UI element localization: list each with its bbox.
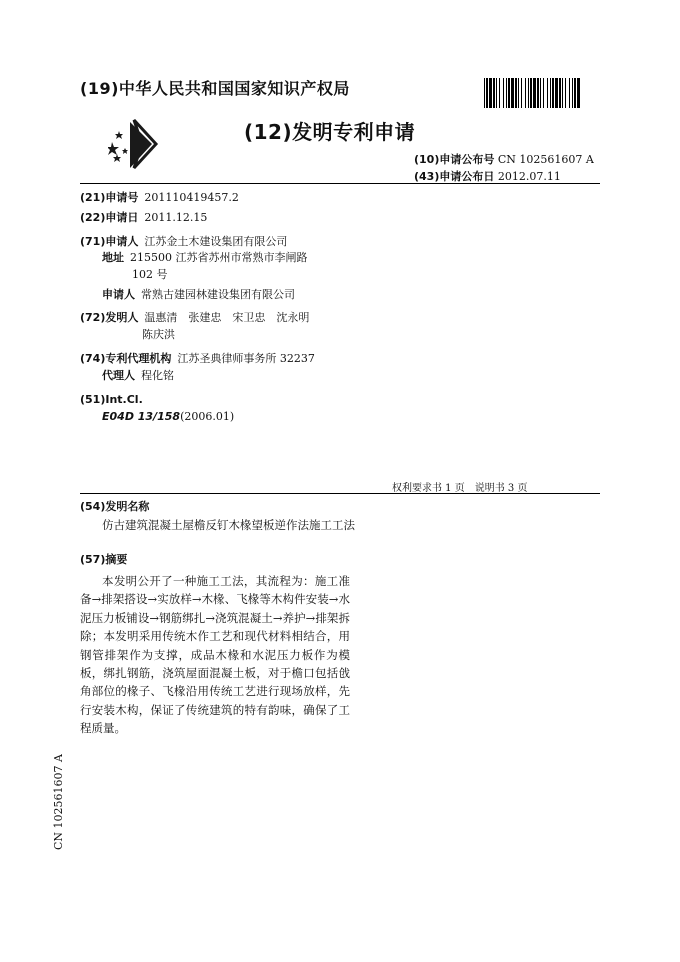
abstract-heading — [80, 553, 127, 567]
barcode-bar — [489, 78, 492, 108]
barcode-bar — [503, 78, 504, 108]
barcode-bar — [569, 78, 570, 108]
barcode-bar — [577, 78, 580, 108]
barcode-bar — [565, 78, 566, 108]
filing-date-label: (22)申请日 — [80, 211, 139, 224]
agency-name: 江苏圣典律师事务所 32237 — [177, 352, 315, 365]
page-counts: 权利要求书 1 页 说明书 3 页 — [392, 483, 528, 494]
barcode-bar — [533, 78, 536, 108]
header-divider — [80, 183, 600, 184]
filing-date: 2011.12.15 — [144, 211, 208, 224]
barcode-bar — [508, 78, 510, 108]
barcode-bar — [496, 78, 497, 108]
address-field — [102, 251, 308, 265]
barcode-bar — [528, 78, 529, 108]
barcode-bar — [486, 78, 488, 108]
agency-label: (74)专利代理机构 — [80, 352, 172, 365]
barcode-bar — [499, 78, 500, 108]
barcode-bar — [521, 78, 522, 108]
inventors-line-1: 温惠清 张建忠 宋卫忠 沈永明 — [144, 311, 310, 324]
second-applicant-label: 申请人 — [102, 288, 135, 301]
office-title: (19)中华人民共和国国家知识产权局 — [80, 79, 350, 98]
document-type: (12)发明专利申请 — [244, 120, 416, 144]
barcode-bar — [511, 78, 514, 108]
agency-field — [80, 352, 315, 366]
inventors-line-2: 陈庆洪 — [142, 328, 175, 341]
barcode-bar — [550, 78, 551, 108]
intcl-field — [80, 393, 143, 407]
barcode-bar — [530, 78, 532, 108]
barcode-bar — [525, 78, 526, 108]
barcode-icon — [484, 78, 580, 108]
publication-number-label: (10)申请公布号 — [414, 153, 495, 166]
barcode-bar — [543, 78, 544, 108]
abstract-body: 本发明公开了一种施工工法，其流程为：施工准备→排架搭设→实放样→木椽、飞椽等木构件安装→水泥压力板铺设→钢筋绑扎→浇筑混凝土→养护→排架拆除；本发明采用传统木作工艺和现代材料相结合，用钢管排架作为支撑，成品木椽和水泥压力板作为模板，绑扎钢筋，浇筑屋面混凝土板，对于檐口包括戗角部位的椽子、飞椽沿用传统工艺进行现场放样，先行安装木构，保证了传统建筑的特有韵味，确保了工程质量。 — [80, 574, 350, 736]
applicant-label: (71)申请人 — [80, 235, 139, 248]
side-publication-number: CN 102561607 A — [52, 754, 65, 850]
applicant-name: 江苏金土木建设集团有限公司 — [144, 235, 288, 248]
publication-number: CN 102561607 A — [497, 153, 594, 166]
barcode-bar — [493, 78, 495, 108]
barcode-bar — [484, 78, 485, 108]
invention-title-heading — [80, 500, 149, 514]
application-number: 201110419457.2 — [144, 191, 239, 204]
barcode-bar — [547, 78, 548, 108]
applicant-field — [80, 235, 287, 249]
address-label: 地址 — [102, 251, 124, 264]
ipc-code: E04D 13/158 — [102, 410, 181, 423]
abstract-label: (57)摘要 — [80, 553, 128, 566]
ipc-classification — [102, 410, 234, 423]
barcode-bar — [506, 78, 507, 108]
barcode-bar — [562, 78, 563, 108]
application-number-field — [80, 191, 239, 205]
publication-date-line — [414, 168, 561, 184]
filing-date-field — [80, 211, 207, 225]
agent-field — [102, 369, 174, 383]
barcode-bar — [540, 78, 541, 108]
barcode-bar — [537, 78, 539, 108]
application-number-label: (21)申请号 — [80, 191, 139, 204]
address-line-1: 215500 江苏省苏州市常熟市李闸路 — [130, 251, 308, 264]
barcode-bar — [518, 78, 519, 108]
agent-name: 程化铭 — [141, 369, 174, 382]
inventors-label: (72)发明人 — [80, 311, 139, 324]
second-applicant-name: 常熟古建园林建设集团有限公司 — [141, 288, 295, 301]
invention-title-label: (54)发明名称 — [80, 500, 150, 513]
publication-number-line — [414, 151, 594, 167]
second-applicant-field — [102, 288, 295, 302]
barcode-bar — [574, 78, 576, 108]
barcode-bar — [559, 78, 561, 108]
address-line-2: 102 号 — [132, 268, 168, 281]
publication-date: 2012.07.11 — [497, 170, 561, 183]
barcode-bar — [555, 78, 558, 108]
barcode-bar — [572, 78, 573, 108]
publication-date-label: (43)申请公布日 — [414, 170, 495, 183]
ipc-version: (2006.01) — [180, 410, 235, 423]
section-divider — [80, 493, 600, 494]
invention-title: 仿古建筑混凝土屋檐反钉木椽望板逆作法施工工法 — [102, 518, 355, 532]
barcode-bar — [515, 78, 517, 108]
barcode-bar — [552, 78, 554, 108]
inventors-field — [80, 311, 309, 325]
sipo-logo-icon — [108, 118, 166, 170]
intcl-label: (51)Int.Cl. — [80, 393, 143, 406]
agent-label: 代理人 — [102, 369, 135, 382]
